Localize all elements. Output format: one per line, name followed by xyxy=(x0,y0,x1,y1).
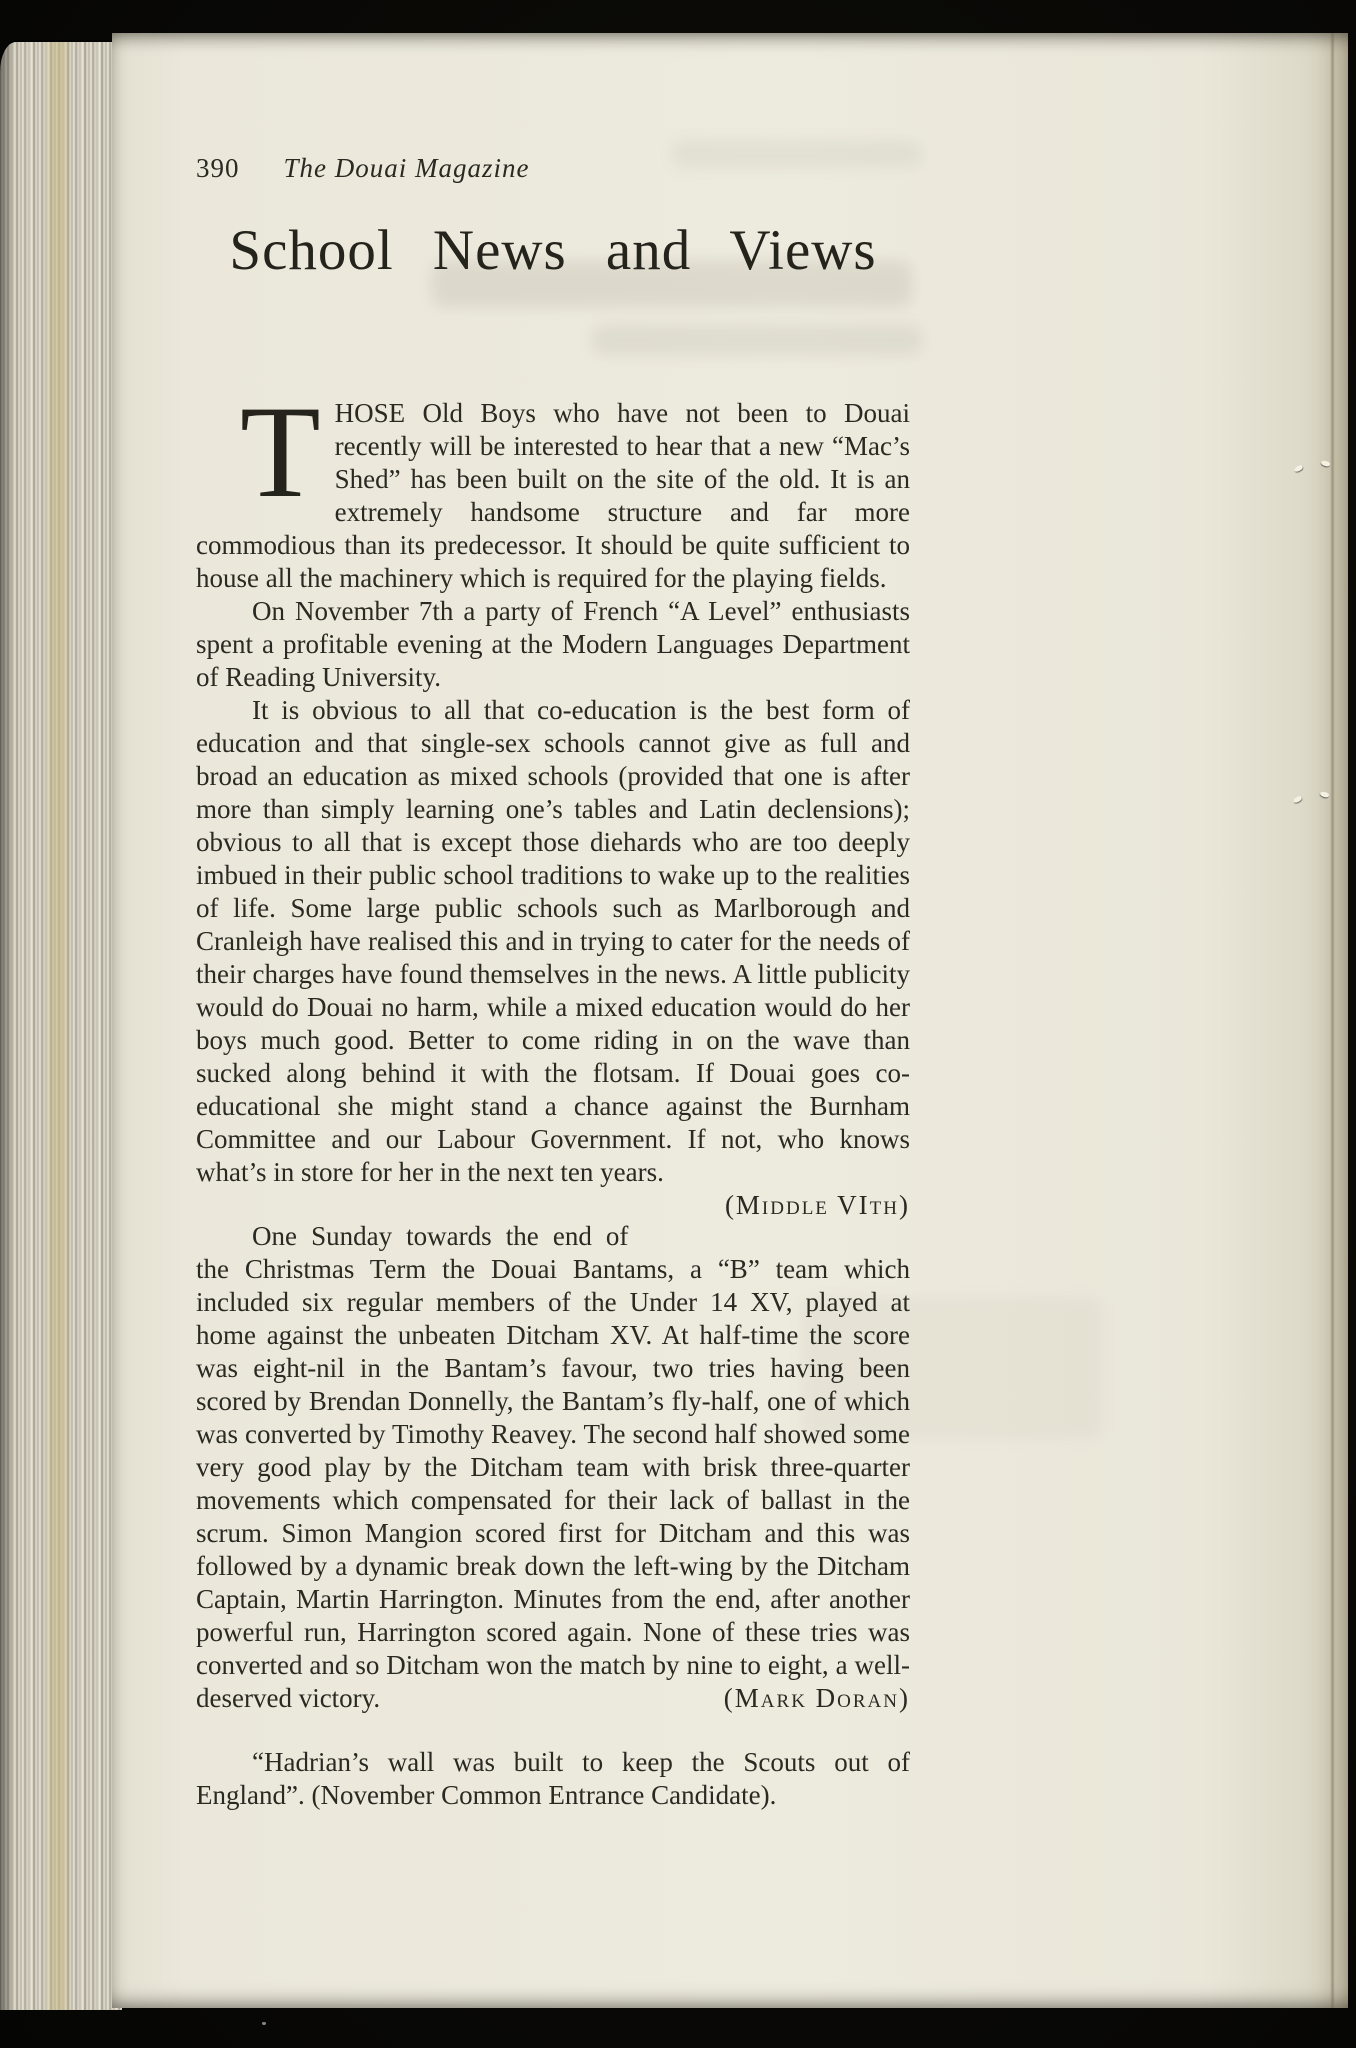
paragraph xyxy=(196,1220,910,1715)
paragraph xyxy=(196,694,910,1220)
attribution: (Middle VIth) xyxy=(724,1190,910,1220)
lead-paragraph xyxy=(196,378,910,595)
book-page-edges xyxy=(0,42,122,2010)
paragraph-text: It is obvious to all that co-education is the best form of education and that single-sex schools cannot give as full and broad an education as mixed schools (provided that one is after more than simply learning one’s tables and Latin declensions); obvious to all that is except those diehards who are too deeply imbued in their public school traditions to wake up to the realities of life. Some large public schools such as Marlborough and Cranleigh have realised this and in trying to cater for the needs of their charges have found themselves in the news. A little publicity would do Douai no harm, while a mixed education would do her boys much good. Better to come riding in on the wave than sucked along behind it with the flotsam. If Douai goes co-educational she might stand a chance against the Burnham Committee and our Labour Government. If not, who knows what’s in store for her in the next ten years. xyxy=(196,695,910,1187)
printed-content xyxy=(196,33,910,1812)
attribution: (Mark Doran) xyxy=(723,1683,910,1713)
magazine-page xyxy=(112,33,1348,2008)
paragraph-text: HOSE Old Boys who have not been to Douai recently will be interested to hear that a new “Mac’s Shed” has been built on the site of the old. It is an extremely handsome structure and far more commodious than its predecessor. It should be quite sufficient to house all the machinery which is required for the playing fields. xyxy=(196,398,910,593)
article-body xyxy=(196,378,910,1812)
page-number: 390 xyxy=(196,153,240,183)
drop-cap: T xyxy=(240,378,321,525)
quote-paragraph xyxy=(196,1746,910,1812)
paragraph-text: “Hadrian’s wall was built to keep the Scouts out of England”. (November Common Entrance Candidate). xyxy=(196,1747,910,1810)
gutter-fold xyxy=(1330,33,1335,2008)
dust-speck xyxy=(262,2022,266,2025)
magazine-title: The Douai Magazine xyxy=(283,153,530,183)
paragraph-text: One Sunday towards the end of the Christmas Term the Douai Bantams, a “B” team which included six regular members of the Under 14 XV, played at home against the unbeaten Ditcham XV. At half-time the score was eight-nil in the Bantam’s favour, two tries having been scored by Brendan Donnelly, the Bantam’s fly-half, one of which was converted by Timothy Reavey. The second half showed some very good play by the Ditcham team with brisk three-quarter movements which compensated for their lack of ballast in the scrum. Simon Mangion scored first for Ditcham and this was followed by a dynamic break down the left-wing by the Ditcham Captain, Martin Harrington. Minutes from the end, after another powerful run, Harrington scored again. None of these tries was converted and so Ditcham won the match by nine to eight, a well-deserved victory. xyxy=(196,1221,910,1713)
article-title: School News and Views xyxy=(229,219,877,282)
paragraph-text: On November 7th a party of French “A Level” enthusiasts spent a profitable evening at the Modern Languages Department of Reading University. xyxy=(196,596,910,692)
running-header xyxy=(196,33,910,185)
paragraph xyxy=(196,595,910,694)
